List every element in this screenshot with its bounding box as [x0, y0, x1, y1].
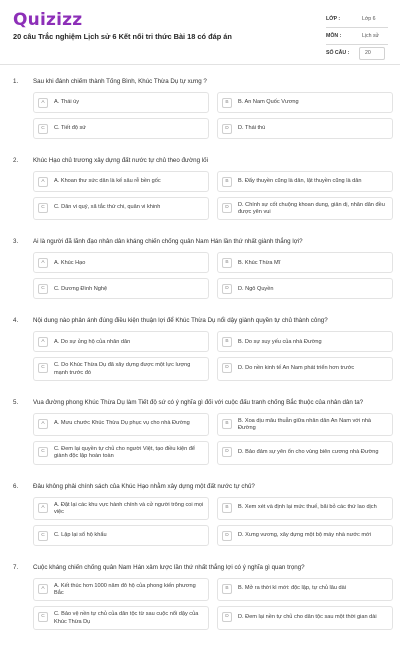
option-letter-box: B [222, 258, 232, 268]
question-number: 6. [13, 482, 19, 490]
option-text: D. Xưng vương, xây dựng một bộ máy nhà nước mới [238, 532, 371, 539]
option-text: D. Thái thú [238, 125, 266, 132]
option-text: B. Khúc Thừa Mĩ [238, 259, 281, 266]
answer-option[interactable] [217, 92, 393, 113]
option-letter-box: D [222, 531, 232, 541]
answer-option[interactable] [33, 92, 209, 113]
answer-option[interactable] [217, 357, 393, 380]
answer-option[interactable] [217, 441, 393, 464]
option-letter-box: C [38, 124, 48, 134]
answer-option[interactable] [33, 606, 209, 629]
answer-option[interactable] [33, 441, 209, 464]
answer-options [33, 331, 393, 385]
question-list [0, 78, 400, 648]
option-text: A. Kết thúc hơn 1000 năm đô hộ của phong kiến phương Bắc [54, 583, 196, 597]
answer-option[interactable] [217, 413, 393, 436]
answer-option[interactable] [33, 357, 209, 380]
question-item [0, 157, 400, 225]
option-text: C. Đem lại quyền tự chủ cho người Việt, tạo điều kiện để giành độc lập hoàn toàn [54, 446, 196, 460]
option-letter-box: B [222, 177, 232, 187]
option-letter-box: C [38, 284, 48, 294]
option-letter-box: A [38, 258, 48, 268]
option-text: C. Bảo vệ nền tự chủ của dân tộc từ sau cuộc nổi dậy của Khúc Thừa Dụ [54, 611, 199, 625]
question-text: Ai là người đã lãnh đạo nhân dân kháng chiến chống quân Nam Hán lần thứ nhất giành thắng lợi? [33, 238, 303, 246]
option-text: D. Đem lại nền tự chủ cho dân tộc sau một thời gian dài [238, 613, 377, 620]
option-letter-box: A [38, 98, 48, 108]
question-text: Vua đường phong Khúc Thừa Dụ làm Tiết độ sứ có ý nghĩa gì đối với cuộc đấu tranh chống Bắc thuộc của nhân dân ta? [33, 398, 364, 406]
answer-options [33, 252, 393, 304]
option-letter-box: B [222, 419, 232, 429]
option-text: C. Tiết độ sứ [54, 125, 87, 132]
option-letter-box: D [222, 203, 232, 213]
option-text: A. Thái úy [54, 99, 80, 106]
meta-class-value: Lớp 6 [362, 16, 376, 22]
option-letter-box: B [222, 503, 232, 513]
answer-option[interactable] [217, 525, 393, 546]
meta-class-row [326, 12, 388, 28]
question-number: 4. [13, 317, 19, 325]
answer-option[interactable] [217, 252, 393, 273]
answer-option[interactable] [217, 278, 393, 299]
option-text: D. Chính sự cốt chuộng khoan dung, giản dị, nhân dân đều được yên vui [238, 202, 385, 216]
meta-count-label: SỐ CÂU : [326, 50, 350, 56]
question-number: 2. [13, 157, 19, 164]
option-letter-box: D [222, 447, 232, 457]
answer-option[interactable] [33, 331, 209, 352]
option-text: D. Bảo đảm sự yên ổn cho vùng biên cương nhà Đường [238, 448, 379, 455]
option-letter-box: B [222, 337, 232, 347]
answer-option[interactable] [33, 197, 209, 220]
question-text: Nội dung nào phản ánh đúng điều kiện thuận lợi để Khúc Thừa Dụ nổi dậy giành quyền tự chủ thành công? [33, 317, 328, 325]
question-text: Sau khi đánh chiếm thành Tống Bình, Khúc Thừa Dụ tự xưng ? [33, 78, 207, 85]
answer-options [33, 578, 393, 635]
answer-option[interactable] [217, 606, 393, 629]
answer-option[interactable] [33, 578, 209, 601]
meta-panel [326, 12, 388, 62]
answer-option[interactable] [217, 497, 393, 520]
option-text: C. Dương Đình Nghệ [54, 285, 108, 292]
answer-options [33, 497, 393, 551]
option-letter-box: C [38, 531, 48, 541]
option-text: D. Do nền kinh tế An Nam phát triển hơn trước [238, 364, 355, 371]
answer-option[interactable] [33, 525, 209, 546]
option-text: C. Do Khúc Thừa Dụ đã xây dựng được một lực lượng mạnh trước đó [54, 362, 191, 376]
option-letter-box: C [38, 363, 48, 373]
question-item [0, 564, 400, 635]
option-text: C. Dân vi quý, xã tắc thứ chi, quân vi khinh [54, 204, 161, 211]
option-text: B. Do sự suy yếu của nhà Đường [238, 338, 322, 345]
option-letter-box: D [222, 612, 232, 622]
answer-option[interactable] [33, 118, 209, 139]
option-letter-box: C [38, 447, 48, 457]
option-text: B. Mở ra thời kì mới: độc lập, tự chủ lâu dài [238, 585, 347, 592]
answer-option[interactable] [33, 413, 209, 436]
option-text: C. Lập lại sổ hộ khẩu [54, 532, 107, 539]
option-letter-box: A [38, 337, 48, 347]
question-item [0, 483, 400, 551]
meta-subject-row [326, 29, 388, 45]
option-text: B. An Nam Quốc Vương [238, 99, 299, 106]
option-letter-box: C [38, 612, 48, 622]
answer-options [33, 171, 393, 225]
header-divider [0, 64, 400, 65]
question-item [0, 78, 400, 144]
option-letter-box: A [38, 177, 48, 187]
question-item [0, 238, 400, 304]
question-text: Khúc Hạo chủ trương xây dựng đất nước tự chủ theo đường lối [33, 157, 208, 164]
answer-option[interactable] [217, 197, 393, 220]
option-text: A. Mưu chước Khúc Thừa Dụ phục vụ cho nhà Đường [54, 420, 190, 427]
answer-option[interactable] [217, 171, 393, 192]
question-number: 7. [13, 564, 19, 572]
meta-class-label: LỚP : [326, 16, 341, 22]
answer-options [33, 413, 393, 470]
meta-subject-value: Lịch sử [362, 33, 380, 39]
option-letter-box: D [222, 363, 232, 373]
question-number: 5. [13, 398, 19, 406]
option-text: D. Ngô Quyền [238, 285, 274, 292]
option-letter-box: C [38, 203, 48, 213]
document-title: 20 câu Trắc nghiệm Lịch sử 6 Kết nối tri thức Bài 18 có đáp án [13, 32, 232, 41]
option-text: B. Xem xét và định lại mức thuế, bãi bỏ các thứ lao dịch [238, 504, 377, 511]
option-letter-box: D [222, 284, 232, 294]
answer-option[interactable] [33, 171, 209, 192]
meta-count-box [359, 47, 385, 60]
worksheet-header [0, 0, 400, 62]
question-item [0, 317, 400, 385]
question-text: Đâu không phải chính sách của Khúc Hạo nhằm xây dựng một đất nước tự chủ? [33, 482, 255, 490]
option-text: A. Đặt lại các khu vực hành chính và cử người trông coi mọi việc [54, 501, 204, 515]
option-text: B. Đẩy thuyền cũng là dân, lật thuyền cũng là dân [238, 178, 362, 185]
answer-option[interactable] [217, 331, 393, 352]
question-text: Cuộc kháng chiến chống quân Nam Hán xâm lược lần thứ nhất thắng lợi có ý nghĩa gì quan trọng? [33, 564, 305, 572]
option-letter-box: A [38, 503, 48, 513]
option-letter-box: B [222, 584, 232, 594]
quizizz-logo: Quizizz [13, 10, 83, 30]
answer-option[interactable] [33, 278, 209, 299]
option-text: A. Do sự ủng hộ của nhân dân [54, 338, 131, 345]
meta-count-row [326, 46, 388, 61]
option-letter-box: A [38, 419, 48, 429]
option-letter-box: D [222, 124, 232, 134]
question-number: 1. [13, 78, 19, 85]
option-text: A. Khoan thư sức dân là kế sâu rễ bền gốc [54, 178, 161, 185]
option-letter-box: A [38, 584, 48, 594]
answer-option[interactable] [217, 118, 393, 139]
option-text: B. Xoa dịu mâu thuẫn giữa nhân dân An Nam với nhà Đường [238, 417, 372, 432]
option-letter-box: B [222, 98, 232, 108]
answer-option[interactable] [33, 252, 209, 273]
answer-option[interactable] [33, 497, 209, 520]
question-number: 3. [13, 238, 19, 246]
question-item [0, 399, 400, 470]
answer-option[interactable] [217, 578, 393, 601]
option-text: A. Khúc Hạo [54, 259, 86, 266]
meta-count-value: 20 [365, 50, 371, 56]
meta-subject-label: MÔN : [326, 33, 342, 39]
answer-options [33, 92, 393, 144]
